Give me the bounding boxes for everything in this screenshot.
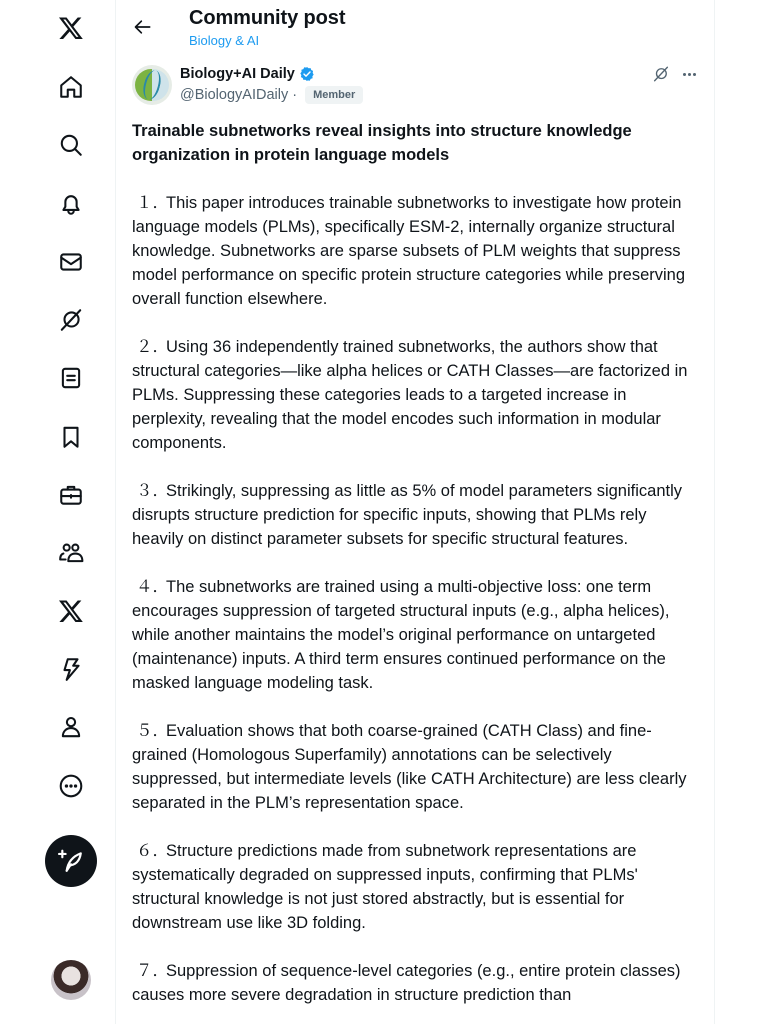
- mail-icon[interactable]: [56, 247, 86, 277]
- lightning-icon[interactable]: [56, 654, 86, 684]
- post-point-2: [132, 335, 700, 455]
- point-number: ２．: [136, 338, 169, 356]
- more-circle-icon[interactable]: [56, 771, 86, 801]
- sidebar-nav: [0, 0, 115, 1024]
- post-point-5: [132, 719, 700, 815]
- grok-icon: [652, 65, 670, 83]
- grok-explain-button[interactable]: [652, 65, 670, 83]
- bell-icon[interactable]: [56, 189, 86, 219]
- x-logo-icon[interactable]: [56, 13, 86, 43]
- point-text: Using 36 independently trained subnetworks, the authors show that structural categories—like alpha helices or CATH Classes—are factorized in PLMs. Suppressing these categories leads to a targeted increase in perplexity, revealing that the model encodes such information in modular components.: [132, 338, 688, 452]
- briefcase-icon[interactable]: [56, 480, 86, 510]
- post-point-1: [132, 191, 700, 311]
- point-number: ５．: [136, 722, 169, 740]
- point-text: Evaluation shows that both coarse-grained (CATH Class) and fine-grained (Homologous Superfamily) annotations can be selectively suppressed, but intermediate levels (like CATH Architecture) are less clearly separated in the PLM’s representation space.: [132, 722, 687, 812]
- author-avatar[interactable]: [132, 65, 172, 105]
- post-point-4: [132, 575, 700, 695]
- point-number: ３．: [136, 482, 169, 500]
- post-content: [132, 119, 700, 1024]
- person-icon[interactable]: [56, 712, 86, 742]
- feather-plus-icon: [58, 848, 84, 874]
- post-point-6: [132, 839, 700, 935]
- point-text: Structure predictions made from subnetwork representations are systematically degraded on suppressed inputs, confirming that PLMs' structural knowledge is not just stored abstractly, but is essential for downstream use like 3D folding.: [132, 842, 638, 932]
- people-icon[interactable]: [56, 538, 86, 568]
- page-title: Community post: [189, 7, 346, 29]
- point-number: ６．: [136, 842, 169, 860]
- back-button[interactable]: [130, 14, 156, 40]
- point-text: The subnetworks are trained using a multi-objective loss: one term encourages suppression of targeted structural inputs (e.g., alpha helices), while another maintains the model’s original performance on untargeted (maintenance) inputs. A third term ensures continued performance on the masked language modeling task.: [132, 578, 670, 692]
- post-point-3: [132, 479, 700, 551]
- list-icon[interactable]: [56, 363, 86, 393]
- compose-post-button[interactable]: [45, 835, 97, 887]
- point-number: １．: [136, 194, 169, 212]
- premium-x-icon[interactable]: [56, 596, 86, 626]
- page-header: [116, 0, 714, 56]
- home-icon[interactable]: [56, 72, 86, 102]
- separator-dot: ·: [292, 87, 298, 103]
- verified-badge-icon: [299, 66, 315, 82]
- author-handle-row: [180, 86, 363, 104]
- point-number: ４．: [136, 578, 169, 596]
- main-column: [115, 0, 715, 1024]
- author-name-row[interactable]: [180, 66, 315, 82]
- point-number: ７．: [136, 962, 169, 980]
- community-link[interactable]: Biology & AI: [189, 33, 260, 48]
- post-actions: [652, 65, 698, 83]
- point-text: This paper introduces trainable subnetworks to investigate how protein language models (PLMs), specifically ESM-2, internally organize structural knowledge. Subnetworks are sparse subsets of PLM weights that suppress model performance on specific protein structure categories while preserving overall function elsewhere.: [132, 194, 686, 308]
- member-badge: Member: [305, 86, 363, 104]
- more-options-button[interactable]: [680, 65, 698, 83]
- account-avatar[interactable]: [51, 960, 91, 1000]
- point-text: Suppression of sequence-level categories (e.g., entire protein classes) causes more severe degradation in structure prediction than: [132, 962, 681, 1004]
- grok-icon[interactable]: [56, 305, 86, 335]
- post-title: Trainable subnetworks reveal insights into structure knowledge organization in protein language models: [132, 122, 632, 164]
- arrow-left-icon: [133, 17, 153, 37]
- search-icon[interactable]: [56, 130, 86, 160]
- more-dots-icon: [683, 73, 696, 76]
- author-handle[interactable]: @BiologyAIDaily: [180, 87, 289, 103]
- bookmark-icon[interactable]: [56, 422, 86, 452]
- point-text: Strikingly, suppressing as little as 5% of model parameters significantly disrupts structure prediction for specific inputs, showing that PLMs rely heavily on distinct parameter subsets for specific structural features.: [132, 482, 683, 548]
- post-point-7: [132, 959, 700, 1007]
- author-name[interactable]: Biology+AI Daily: [180, 66, 295, 82]
